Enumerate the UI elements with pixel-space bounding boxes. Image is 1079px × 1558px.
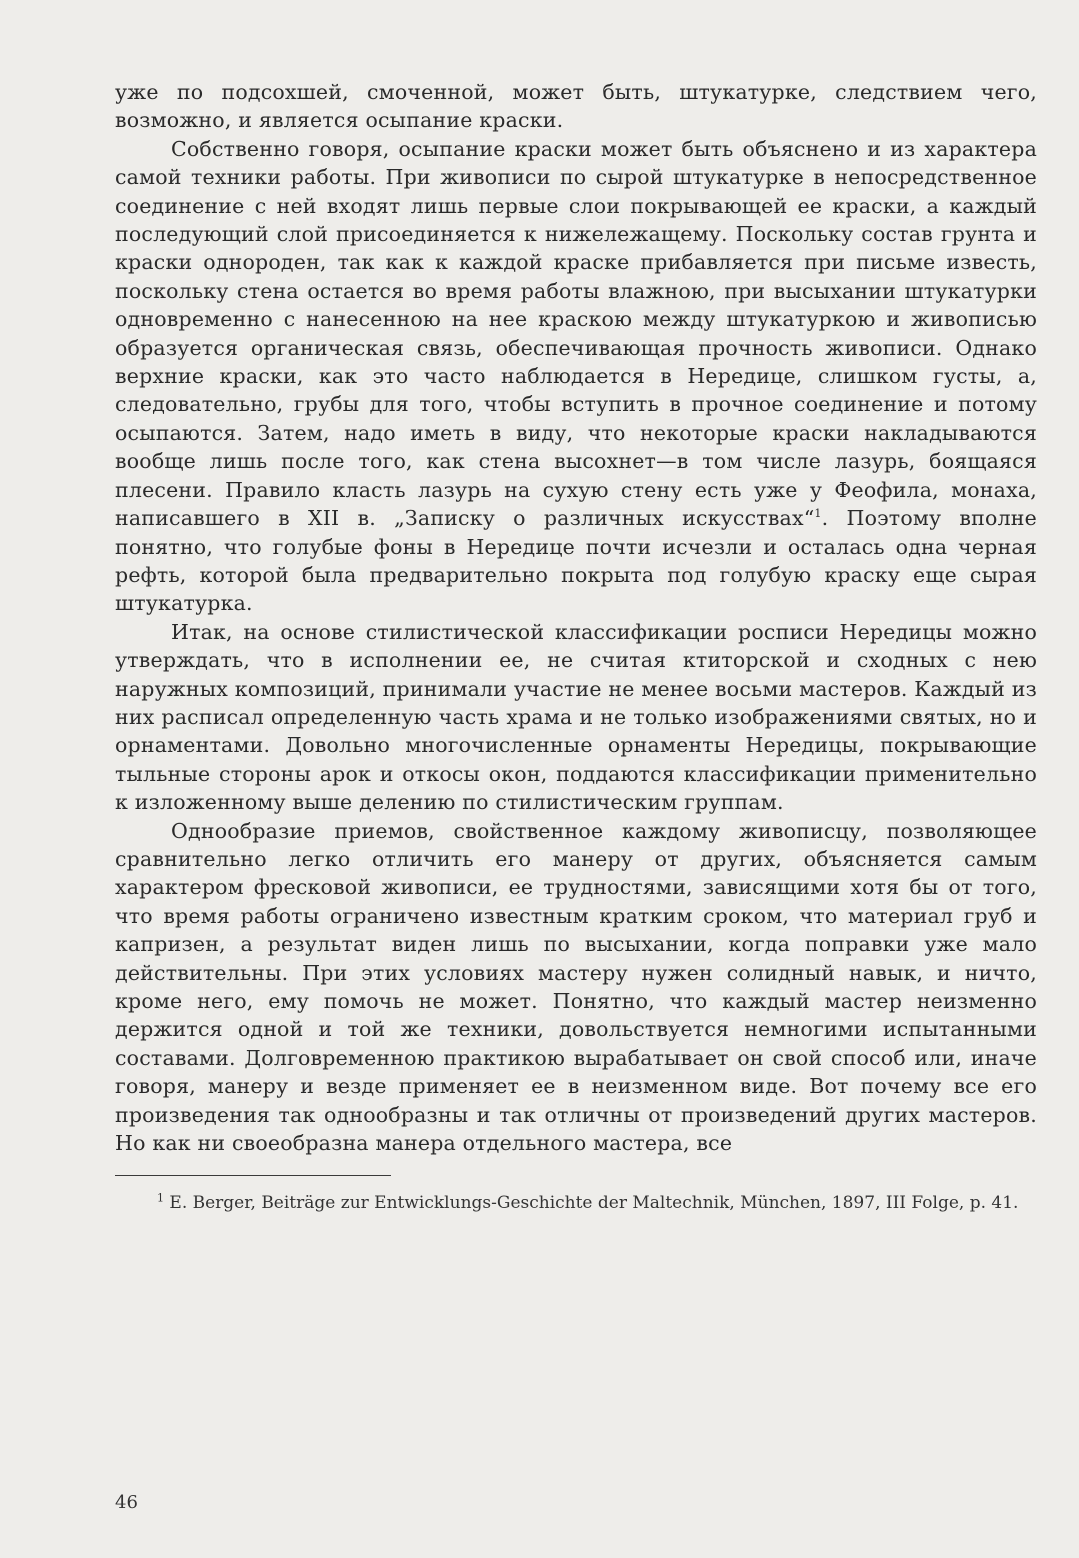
- paragraph: Однообразие приемов, свойственное каждому живописцу, позволяющее сравнительно легко отличить его манеру от других, объясняется самым характером фресковой живописи, ее трудностями, зависящими хотя бы от того, что время работы ограничено известным кратким сроком, что материал груб и капризен, а результат виден лишь по высыхании, когда поправки уже мало действительны. При этих условиях мастеру нужен солидный навык, и ничто, кроме него, ему помочь не может. Понятно, что каждый мастер неизменно держится одной и той же техники, довольствуется немногими испытанными составами. Долговременною практикою вырабатывает он свой способ или, иначе говоря, манеру и везде применяет ее в неизменном виде. Вот почему все его произведения так однообразны и так отличны от произведений других мастеров. Но как ни своеобразна манера отдельного мастера, все: [115, 818, 1037, 1156]
- page-number: 46: [115, 1492, 138, 1513]
- footnote-divider: [115, 1175, 391, 1176]
- footnote-text: E. Berger, Beiträge zur Entwicklungs-Geschichte der Maltechnik, München, 1897, III Folge, p. 41.: [169, 1193, 1019, 1214]
- paragraph: уже по подсохшей, смоченной, может быть, штукатурке, следствием чего, возможно, и является осыпание краски.: [115, 80, 1037, 133]
- paragraph-text: Собственно говоря, осыпание краски может быть объяснено и из характера самой техники работы. При живописи по сырой штукатурке в непосредственное соединение с ней входят лишь первые слои покрывающей ее краски, а каждый последующий слой присоединяется к нижележащему. Поскольку состав грунта и краски однороден, так как к каждой краске прибавляется при письме известь, поскольку стена остается во время работы влажною, при высыхании штукатурки одновременно с нанесенною на нее краскою между штукатуркою и живописью образуется органическая связь, обеспечивающая прочность живописи. Однако верхние краски, как это часто наблюдается в Нередице, слишком густы, а, следовательно, грубы для того, чтобы вступить в прочное соединение и потому осыпаются. Затем, надо иметь в виду, что некоторые краски накладываются вообще лишь после того, как стена высохнет—в том числе лазурь, боящаяся плесени. Правило класть лазурь на сухую стену есть уже у Феофила, монаха, написавшего в XII в. „Записку о различных искусствах“: [115, 136, 1037, 531]
- footnote-mark: 1: [157, 1191, 164, 1205]
- footnote-reference: 1: [814, 507, 822, 521]
- footnote: [115, 1192, 1037, 1214]
- paragraph-text-continued: . Поэтому вполне понятно, что голубые фоны в Нередице почти исчезли и осталась одна черная рефть, которой была предварительно покрыта под голубую краску еще сырая штукатурка.: [115, 506, 1037, 616]
- paragraph: Итак, на основе стилистической классификации росписи Нередицы можно утверждать, что в исполнении ее, не считая ктиторской и сходных с нею наружных композиций, принимали участие не менее восьми мастеров. Каждый из них расписал определенную часть храма и не только изображениями святых, но и орнаментами. Довольно многочисленные орнаменты Нередицы, покрывающие тыльные стороны арок и откосы окон, поддаются классификации применительно к изложенному выше делению по стилистическим группам.: [115, 619, 1037, 815]
- paragraph: [115, 135, 1037, 618]
- body-text: [115, 78, 1037, 1157]
